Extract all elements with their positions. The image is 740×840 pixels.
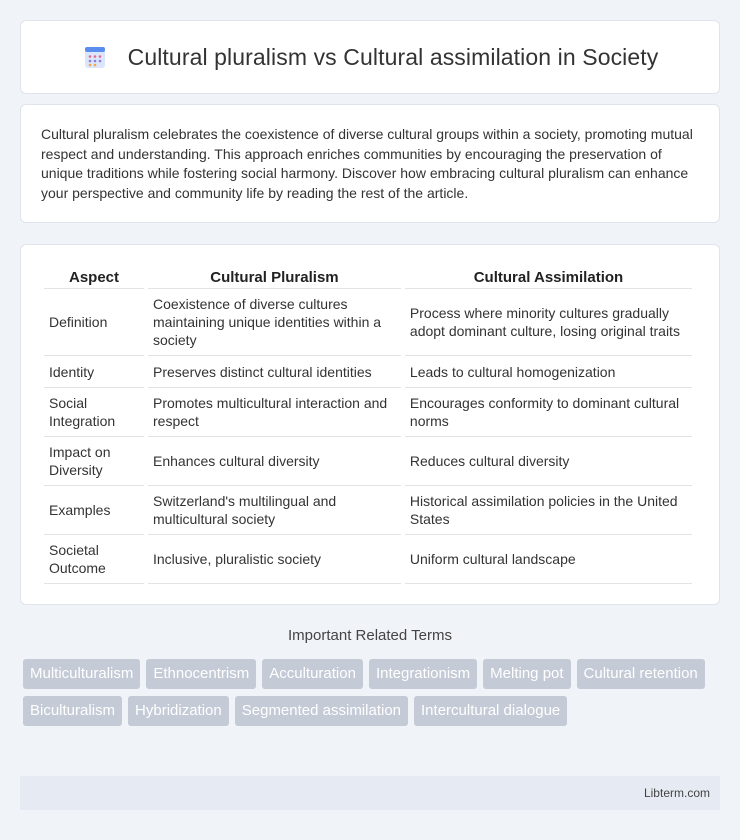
tag-integrationism[interactable]: Integrationism	[369, 659, 477, 689]
tag-intercultural-dialogue[interactable]: Intercultural dialogue	[414, 696, 567, 726]
related-terms-section	[20, 627, 720, 726]
row-pluralism: Coexistence of diverse cultures maintaining unique identities within a society	[148, 289, 401, 356]
page-title: Cultural pluralism vs Cultural assimilation in Society	[127, 43, 659, 70]
intro-card	[20, 104, 720, 223]
header-pluralism: Cultural Pluralism	[148, 265, 401, 289]
table-row	[44, 437, 692, 486]
table-row	[44, 289, 692, 356]
tag-ethnocentrism[interactable]: Ethnocentrism	[146, 659, 256, 689]
row-assimilation: Historical assimilation policies in the United States	[405, 486, 692, 535]
footer	[20, 776, 720, 810]
row-pluralism: Inclusive, pluralistic society	[148, 535, 401, 584]
row-aspect: Definition	[44, 289, 144, 356]
row-aspect: Examples	[44, 486, 144, 535]
title-wrap	[82, 44, 659, 71]
related-terms-tags	[20, 659, 720, 726]
row-pluralism: Enhances cultural diversity	[148, 437, 401, 486]
table-row	[44, 388, 692, 437]
table-row	[44, 356, 692, 388]
footer-site-link[interactable]: Libterm.com	[643, 786, 710, 800]
tag-biculturalism[interactable]: Biculturalism	[23, 696, 122, 726]
intro-text: Cultural pluralism celebrates the coexistence of diverse cultural groups within a society, promoting mutual respect and understanding. This approach enriches communities by encouraging the preservation of unique traditions while fostering social harmony. Discover how embracing cultural pluralism can enhance your perspective and community life by reading the rest of the article.	[41, 126, 693, 201]
row-aspect: Societal Outcome	[44, 535, 144, 584]
tag-acculturation[interactable]: Acculturation	[262, 659, 363, 689]
row-pluralism: Switzerland's multilingual and multicultural society	[148, 486, 401, 535]
tag-segmented-assimilation[interactable]: Segmented assimilation	[235, 696, 408, 726]
table-row	[44, 535, 692, 584]
document-list-icon	[82, 44, 108, 70]
row-aspect: Social Integration	[44, 388, 144, 437]
row-pluralism: Preserves distinct cultural identities	[148, 356, 401, 388]
header-assimilation: Cultural Assimilation	[405, 265, 692, 289]
tag-melting-pot[interactable]: Melting pot	[483, 659, 570, 689]
related-terms-title: Important Related Terms	[288, 627, 452, 644]
tag-hybridization[interactable]: Hybridization	[128, 696, 229, 726]
row-aspect: Impact on Diversity	[44, 437, 144, 486]
row-assimilation: Process where minority cultures gradually adopt dominant culture, losing original traits	[405, 289, 692, 356]
tag-multiculturalism[interactable]: Multiculturalism	[23, 659, 140, 689]
row-aspect: Identity	[44, 356, 144, 388]
row-assimilation: Uniform cultural landscape	[405, 535, 692, 584]
row-assimilation: Encourages conformity to dominant cultural norms	[405, 388, 692, 437]
comparison-table	[40, 265, 696, 584]
header-aspect: Aspect	[44, 265, 144, 289]
tag-cultural-retention[interactable]: Cultural retention	[577, 659, 705, 689]
header-card	[20, 20, 720, 94]
comparison-table-card	[20, 244, 720, 605]
table-row	[44, 486, 692, 535]
row-assimilation: Leads to cultural homogenization	[405, 356, 692, 388]
table-header-row	[44, 265, 692, 289]
row-pluralism: Promotes multicultural interaction and respect	[148, 388, 401, 437]
row-assimilation: Reduces cultural diversity	[405, 437, 692, 486]
